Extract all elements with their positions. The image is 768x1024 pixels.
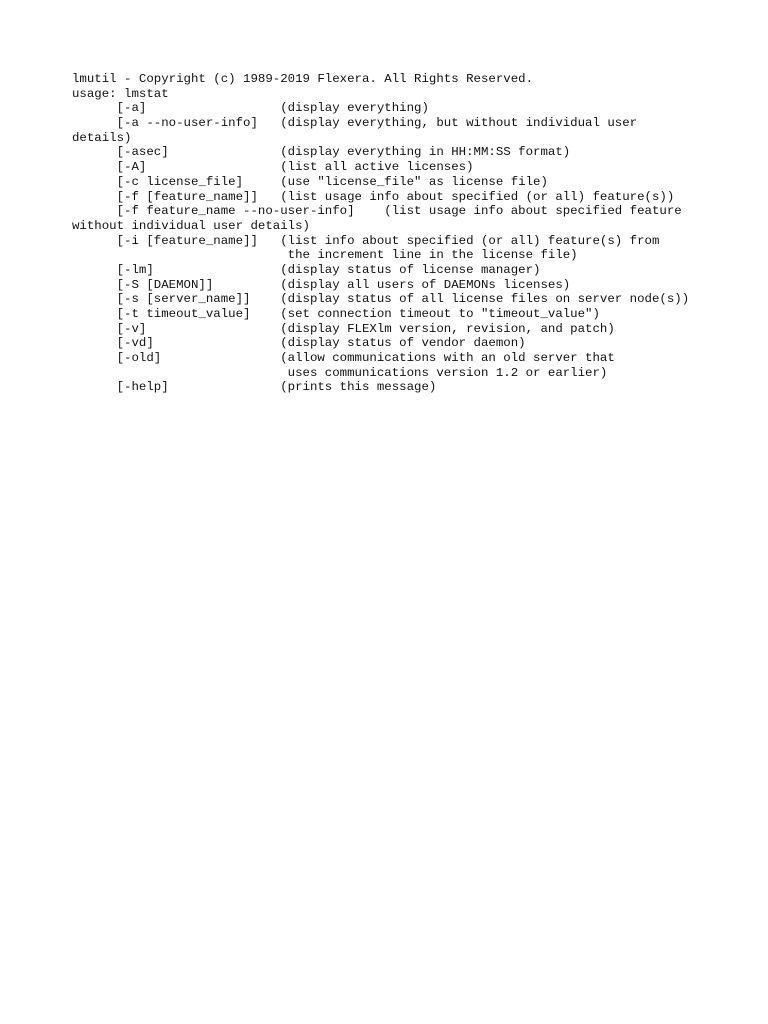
copyright-line: lmutil - Copyright (c) 1989-2019 Flexera. All Rights Reserved. [72, 72, 534, 86]
document-text [72, 72, 712, 395]
option-v: [-v] (display FLEXlm version, revision, and patch) [72, 321, 615, 336]
option-a: [-a] (display everything) [72, 101, 429, 116]
option-t: [-t timeout_value] (set connection timeout to "timeout_value") [72, 307, 600, 321]
option-old-continued: uses communications version 1.2 or earlier) [72, 365, 608, 380]
option-S: [-S [DAEMON]] (display all users of DAEMONs licenses) [72, 277, 571, 292]
option-c: [-c license_file] (use "license_file" as license file) [72, 174, 548, 189]
option-f-no-user-info-continued: without individual user details) [72, 218, 310, 233]
option-asec: [-asec] (display everything in HH:MM:SS format) [72, 145, 571, 160]
option-i: [-i [feature_name]] (list info about specified (or all) feature(s) from [72, 233, 660, 248]
option-s: [-s [server_name]] (display status of all license files on server node(s)) [72, 292, 690, 307]
option-A: [-A] (list all active licenses) [72, 160, 474, 175]
option-old: [-old] (allow communications with an old server that [72, 351, 615, 366]
option-i-continued: the increment line in the license file) [72, 248, 578, 263]
usage-line: usage: lmstat [72, 86, 169, 101]
option-lm: [-lm] (display status of license manager) [72, 262, 541, 277]
option-vd: [-vd] (display status of vendor daemon) [72, 336, 526, 351]
option-f-no-user-info: [-f feature_name --no-user-info] (list usage info about specified feature [72, 204, 682, 219]
option-help: [-help] (prints this message) [72, 380, 437, 395]
option-a-no-user-info: [-a --no-user-info] (display everything, but without individual user [72, 116, 638, 131]
option-a-no-user-info-continued: details) [72, 130, 132, 145]
option-f: [-f [feature_name]] (list usage info about specified (or all) feature(s)) [72, 189, 675, 204]
